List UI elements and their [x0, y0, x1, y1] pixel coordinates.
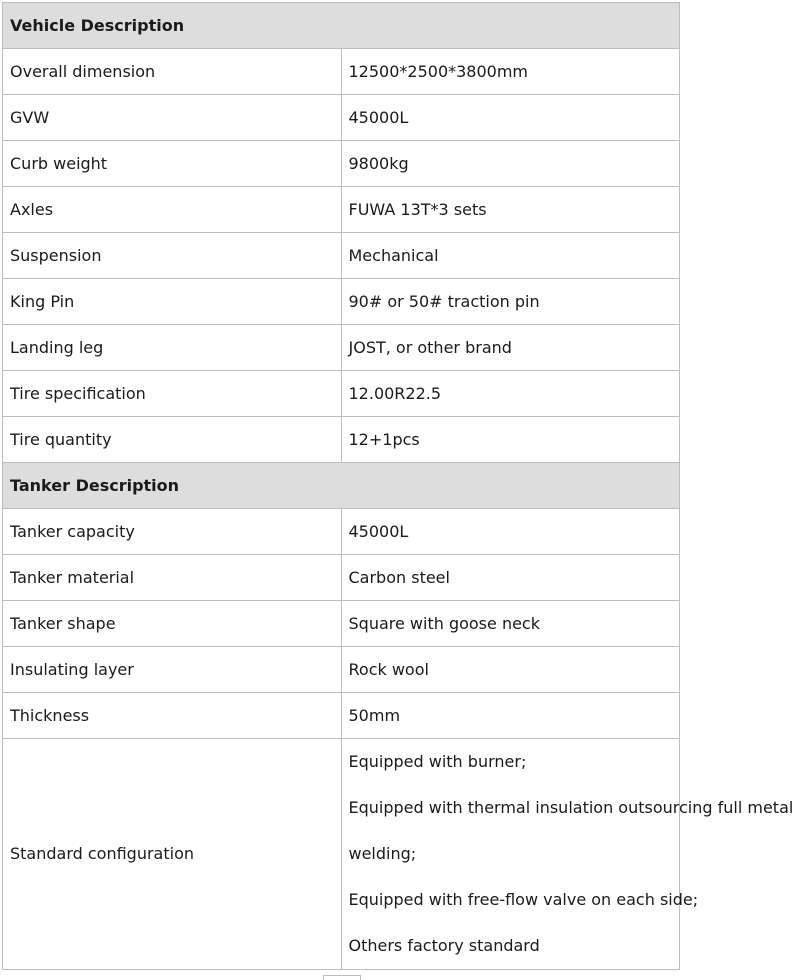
table-row — [3, 601, 680, 647]
table-row — [3, 555, 680, 601]
row-label: Curb weight — [3, 141, 342, 187]
row-label: Tire quantity — [3, 417, 342, 463]
row-value: 12.00R22.5 — [341, 371, 680, 417]
table-row — [3, 647, 680, 693]
row-value: 90# or 50# traction pin — [341, 279, 680, 325]
row-label: Landing leg — [3, 325, 342, 371]
configuration-line: Equipped with free-flow valve on each side; — [348, 890, 699, 909]
table-row — [3, 371, 680, 417]
configuration-line: welding; — [348, 844, 417, 863]
table-row — [3, 141, 680, 187]
row-label: Tanker capacity — [3, 509, 342, 555]
configuration-line: Equipped with burner; — [348, 752, 527, 771]
configuration-line: Equipped with thermal insulation outsourcing full metal — [348, 798, 793, 817]
bottom-divider-mark — [323, 975, 361, 980]
row-value: 12500*2500*3800mm — [341, 49, 680, 95]
section-title-vehicle: Vehicle Description — [3, 3, 680, 49]
row-value: 12+1pcs — [341, 417, 680, 463]
row-label: Standard configuration — [3, 739, 342, 970]
section-title-tanker: Tanker Description — [3, 463, 680, 509]
table-row — [3, 509, 680, 555]
row-label: Tire specification — [3, 371, 342, 417]
row-label: Tanker material — [3, 555, 342, 601]
table-row — [3, 279, 680, 325]
standard-configuration-list — [341, 739, 793, 970]
table-row — [3, 693, 680, 739]
row-label: Insulating layer — [3, 647, 342, 693]
row-value: FUWA 13T*3 sets — [341, 187, 680, 233]
table-row — [3, 187, 680, 233]
table-row — [3, 417, 680, 463]
row-value: Mechanical — [341, 233, 680, 279]
configuration-line: Others factory standard — [348, 936, 540, 955]
table-row — [3, 49, 680, 95]
row-value: 9800kg — [341, 141, 680, 187]
row-label: Overall dimension — [3, 49, 342, 95]
row-label: Thickness — [3, 693, 342, 739]
row-label: GVW — [3, 95, 342, 141]
table-row — [3, 325, 680, 371]
row-label: King Pin — [3, 279, 342, 325]
row-value: Square with goose neck — [341, 601, 680, 647]
table-row — [3, 233, 680, 279]
row-value: Rock wool — [341, 647, 680, 693]
section-header-tanker — [3, 463, 680, 509]
section-header-vehicle — [3, 3, 680, 49]
row-label: Tanker shape — [3, 601, 342, 647]
row-value: JOST, or other brand — [341, 325, 680, 371]
row-label: Axles — [3, 187, 342, 233]
spec-table — [2, 2, 793, 970]
row-value: 45000L — [341, 509, 680, 555]
row-value: 45000L — [341, 95, 680, 141]
table-row — [3, 95, 680, 141]
table-row-standard-configuration — [3, 739, 680, 970]
row-label: Suspension — [3, 233, 342, 279]
row-value: Carbon steel — [341, 555, 680, 601]
row-value: 50mm — [341, 693, 680, 739]
